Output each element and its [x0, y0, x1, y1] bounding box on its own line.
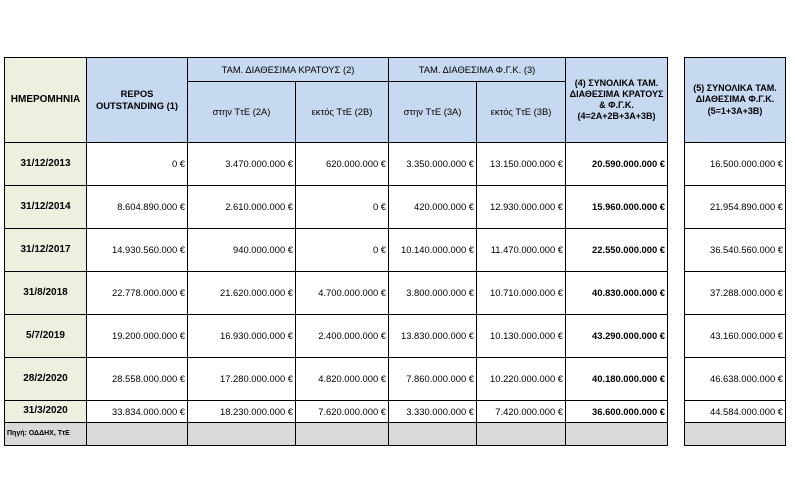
header-total5: (5) ΣΥΝΟΛΙΚΑ ΤΑΜ. ΔΙΑΘΕΣΙΜΑ Φ.Γ.Κ. (5=1+3Α+3Β) — [685, 58, 786, 143]
source-row-side — [685, 423, 786, 446]
cell-repos: 22.778.000.000 € — [87, 272, 188, 315]
table-row — [685, 186, 786, 229]
header-fgk-out: εκτός ΤτΕ (3Β) — [477, 82, 566, 143]
table-row — [685, 229, 786, 272]
cell-state-out: 4.820.000.000 € — [296, 358, 389, 401]
cell-total4: 43.290.000.000 € — [566, 315, 668, 358]
cell-repos: 33.834.000.000 € — [87, 401, 188, 423]
table-row — [5, 401, 668, 423]
table-row — [5, 229, 668, 272]
cell-fgk-out: 12.930.000.000 € — [477, 186, 566, 229]
cell-state-out: 620.000.000 € — [296, 143, 389, 186]
cell-fgk-in: 420.000.000 € — [389, 186, 477, 229]
table-row — [685, 272, 786, 315]
table-row — [685, 315, 786, 358]
cell-fgk-in: 3.800.000.000 € — [389, 272, 477, 315]
header-state-out: εκτός ΤτΕ (2Β) — [296, 82, 389, 143]
cell-fgk-in: 13.830.000.000 € — [389, 315, 477, 358]
cell-date: 31/3/2020 — [5, 401, 87, 423]
cell-total5: 43.160.000.000 € — [685, 315, 786, 358]
cell-state-out: 2.400.000.000 € — [296, 315, 389, 358]
cell-total4: 40.180.000.000 € — [566, 358, 668, 401]
cell-state-in: 17.280.000.000 € — [188, 358, 296, 401]
cell-repos: 0 € — [87, 143, 188, 186]
cell-state-out: 0 € — [296, 229, 389, 272]
cell-total5: 46.638.000.000 € — [685, 358, 786, 401]
cell-total5: 16.500.000.000 € — [685, 143, 786, 186]
table-row — [685, 358, 786, 401]
header-date: ΗΜΕΡΟΜΗΝΙΑ — [5, 58, 87, 143]
table-row — [5, 186, 668, 229]
cell-fgk-out: 10.130.000.000 € — [477, 315, 566, 358]
cell-state-in: 3.470.000.000 € — [188, 143, 296, 186]
cell-total5: 21.954.890.000 € — [685, 186, 786, 229]
cell-repos: 19.200.000.000 € — [87, 315, 188, 358]
table-row — [685, 401, 786, 423]
cell-date: 5/7/2019 — [5, 315, 87, 358]
cell-fgk-out: 11.470.000.000 € — [477, 229, 566, 272]
cell-fgk-out: 10.710.000.000 € — [477, 272, 566, 315]
source-row — [5, 423, 668, 446]
side-table — [684, 57, 786, 446]
header-repos: REPOS OUTSTANDING (1) — [87, 58, 188, 143]
source-note: Πηγή: ΟΔΔΗΧ, ΤτΕ — [5, 423, 87, 446]
cell-state-in: 2.610.000.000 € — [188, 186, 296, 229]
cell-fgk-out: 10.220.000.000 € — [477, 358, 566, 401]
cell-date: 31/12/2014 — [5, 186, 87, 229]
cell-repos: 14.930.560.000 € — [87, 229, 188, 272]
cell-total4: 36.600.000.000 € — [566, 401, 668, 423]
cell-state-out: 7.620.000.000 € — [296, 401, 389, 423]
cell-fgk-in: 3.330.000.000 € — [389, 401, 477, 423]
cell-date: 31/8/2018 — [5, 272, 87, 315]
table-row — [685, 143, 786, 186]
cell-repos: 28.558.000.000 € — [87, 358, 188, 401]
cell-total4: 40.830.000.000 € — [566, 272, 668, 315]
cell-fgk-in: 10.140.000.000 € — [389, 229, 477, 272]
table-row — [5, 272, 668, 315]
cell-state-in: 16.930.000.000 € — [188, 315, 296, 358]
table-row — [5, 315, 668, 358]
cell-state-in: 18.230.000.000 € — [188, 401, 296, 423]
header-fgk-group: ΤΑΜ. ΔΙΑΘΕΣΙΜΑ Φ.Γ.Κ. (3) — [389, 58, 566, 82]
cell-state-in: 21.620.000.000 € — [188, 272, 296, 315]
cell-total5: 36.540.560.000 € — [685, 229, 786, 272]
cell-total4: 15.960.000.000 € — [566, 186, 668, 229]
cell-state-out: 4.700.000.000 € — [296, 272, 389, 315]
cell-total4: 22.550.000.000 € — [566, 229, 668, 272]
cell-fgk-out: 7.420.000.000 € — [477, 401, 566, 423]
cell-date: 31/12/2013 — [5, 143, 87, 186]
cell-repos: 8.604.890.000 € — [87, 186, 188, 229]
cell-state-out: 0 € — [296, 186, 389, 229]
header-state-group: ΤΑΜ. ΔΙΑΘΕΣΙΜΑ ΚΡΑΤΟΥΣ (2) — [188, 58, 389, 82]
cell-state-in: 940.000.000 € — [188, 229, 296, 272]
main-table — [4, 57, 668, 446]
cell-fgk-out: 13.150.000.000 € — [477, 143, 566, 186]
table-row — [5, 358, 668, 401]
cell-date: 28/2/2020 — [5, 358, 87, 401]
table-row — [5, 143, 668, 186]
cell-fgk-in: 7.860.000.000 € — [389, 358, 477, 401]
header-fgk-in: στην ΤτΕ (3Α) — [389, 82, 477, 143]
cell-total5: 44.584.000.000 € — [685, 401, 786, 423]
header-total4: (4) ΣΥΝΟΛΙΚΑ ΤΑΜ. ΔΙΑΘΕΣΙΜΑ ΚΡΑΤΟΥΣ & Φ.Γ.Κ. (4=2Α+2Β+3Α+3Β) — [566, 58, 668, 143]
cell-total4: 20.590.000.000 € — [566, 143, 668, 186]
cell-total5: 37.288.000.000 € — [685, 272, 786, 315]
cell-fgk-in: 3.350.000.000 € — [389, 143, 477, 186]
header-state-in: στην ΤτΕ (2Α) — [188, 82, 296, 143]
cell-date: 31/12/2017 — [5, 229, 87, 272]
